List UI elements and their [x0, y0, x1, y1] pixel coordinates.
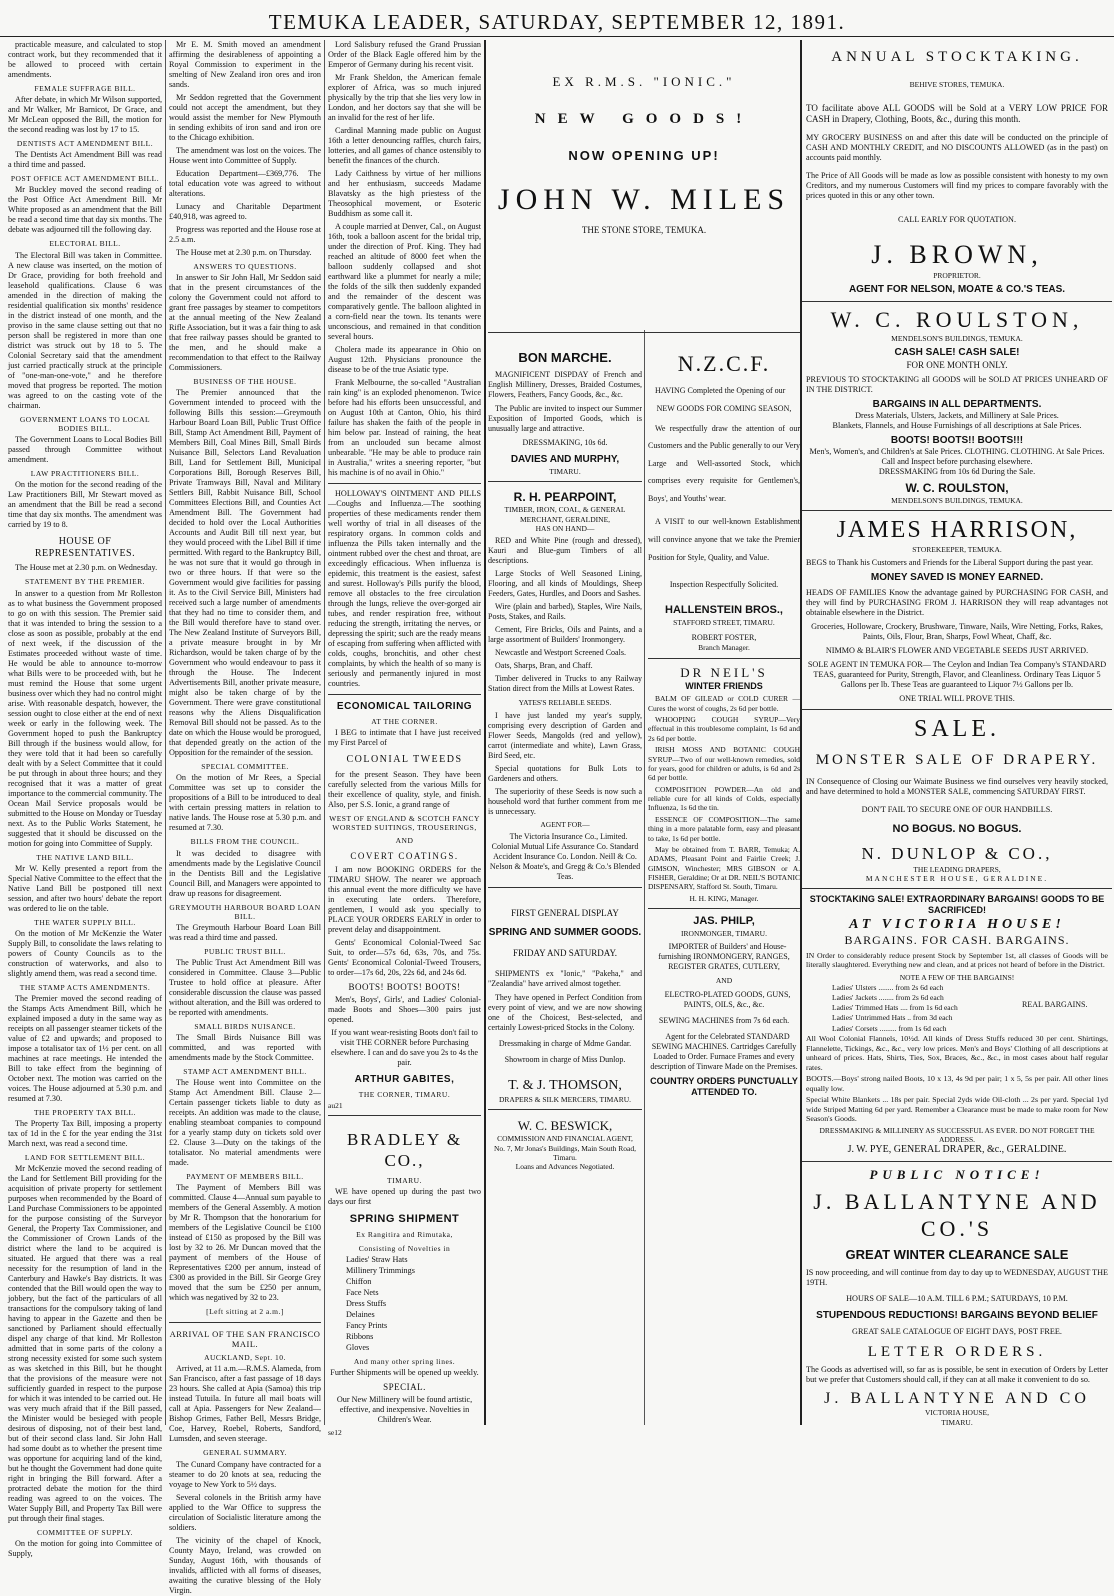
article-text: Mr E. M. Smith moved an amendment affirming the desirableness of appointing a Royal Commission to experiment in the smelting of New Zealand iron ores and iron sands. [169, 40, 321, 89]
advert-title: ANNUAL STOCKTAKING. [831, 49, 1083, 65]
advert-text: IS now proceeding, and will continue from day to day up to WEDNESDAY, AUGUST THE 19TH. [806, 1268, 1108, 1288]
divider [169, 1322, 321, 1323]
advert-address: VICTORIA HOUSE, [924, 1408, 990, 1418]
advert-text: Special White Blankets ... 18s per pair. Special 2yds wide Oil-cloth ... 2s per yard. Special 1yd wide Striped Matting 6d per yard. Remember a Clearance must be made to make room for New Season's Goods. [806, 1095, 1108, 1124]
ref-code: au21 [328, 1101, 343, 1111]
section-heading: BUSINESS OF THE HOUSE. [193, 377, 297, 387]
advert-heading: MONEY SAVED IS MONEY EARNED. [870, 572, 1044, 584]
advert-text: WHOOPING COUGH SYRUP—Very effectual in this troublesome complaint, 1s 6d and 2s 6d per bottle. [648, 715, 800, 743]
advert-text: DRESSMAKING & MILLINERY AS SUCCESSFUL AS EVER. DO NOT FORGET THE ADDRESS. [819, 1125, 1095, 1144]
advert-subtitle: THE LEADING DRAPERS, [913, 864, 1001, 874]
article-text: Progress was reported and the House rose at 2.5 a.m. [169, 225, 321, 244]
advert-text: IN Order to considerably reduce present Stock by September 1st, all classes of Goods will be literally slaughtered. Everything new and clean, and at prices not heard of before in the District. [806, 950, 1108, 970]
advert-heading: FIRST GENERAL DISPLAY [511, 908, 619, 918]
advert-title: J. BROWN, [871, 240, 1043, 270]
advert-title: N.Z.C.F. [677, 351, 771, 376]
advert-text: IMPORTER of Builders' and House-furnishing IRONMONGERY, RANGES, REGISTER GRATES, CUTLERY, [658, 942, 790, 972]
article-text: A couple married at Denver, Cal., on August 16th, took a balloon ascent for the bridal trip, under the direction of Prof. King. They had reached an altitude of 8000 feet when the balloon suddenly collapsed and shot earthward like a plummet for nearly a mile; the folds of the silk then suddenly expanded and the remainder of the descent was comparatively gentle. The balloon alighted in a corn-field near the town. Its tenants were unconscious, and remained in that condition several hours. [328, 222, 481, 341]
stock-list [328, 1255, 481, 1353]
advert-signature: J. BALLANTYNE AND CO [824, 1389, 1090, 1407]
news-column-1 [8, 40, 162, 1559]
advert-heading: COUNTRY ORDERS PUNCTUALLY ATTENDED TO. [650, 1075, 798, 1097]
section-heading: PUBLIC TRUST BILL. [204, 946, 286, 956]
article-text: The Payment of Members Bill was committed. Clause 4—Annual sum payable to members of the General Assembly. A motion by Mr R. Thompson that the honorarium for members of the Legislative Council be £100 instead of £150 as proposed by the Bill was lost by 32 to 26. Mr Duncan moved that the payment of members of the House of Representatives £200 per annum, instead of £300 as provided in the Bill. Sir George Grey moved that the sum be £250 per annum, which was negatived by 32 to 23. [169, 1183, 321, 1303]
advert-title: W. C. ROULSTON, [830, 307, 1084, 333]
advert-text: Oats, Sharps, Bran, and Chaff. [495, 661, 593, 671]
advert-signature: HALLENSTEIN BROS., [665, 604, 783, 617]
section-heading: SPECIAL COMMITTEE. [201, 762, 289, 772]
advert-text: And many other spring lines. [353, 1356, 456, 1366]
list-item: Gloves [346, 1342, 370, 1352]
advert-text: Newcastle and Westport Screened Coals. [495, 648, 626, 658]
advert-column-5 [802, 40, 1112, 1425]
article-text: It was decided to disagree with amendments made by the Legislative Council in the Dentists Bill and the Legislative Council Bill, and Managers were appointed to draw up reasons for disagreement. [169, 848, 321, 898]
section-heading: THE WATER SUPPLY BILL. [34, 917, 136, 927]
advert-heading: NO BOGUS. NO BOGUS. [892, 822, 1022, 835]
article-text: Mr W. Kelly presented a report from the Special Native Committee to the effect that the Native Land Bill be postponed till next session, and after two hours' debate the report was ordered to lie on the table. [8, 863, 162, 913]
advert-text: Wire (plain and barbed), Staples, Wire Nails, Posts, Stakes, and Rails. [488, 602, 642, 622]
article-text: Mr Buckley moved the second reading of the Post Office Act Amendment Bill. Mr White proposed as an amendment that the Bill be read a second time that day six months. The debate was adjourned till the following day. [8, 185, 162, 235]
divider [648, 658, 800, 659]
advert-text: BEGS to Thank his Customers and Friends for the Liberal Support during the past year. [806, 558, 1094, 568]
advert-text: Inspection Respectfully Solicited. [669, 580, 779, 590]
advert-address: MANCHESTER HOUSE, GERALDINE. [865, 874, 1049, 884]
divider [802, 1161, 1112, 1162]
advert-text: SHIPMENTS ex "Ionic," "Pakeha," and "Zealandia" have arrived almost together. [488, 969, 642, 988]
article-text: The House met at 2.30 p.m. on Thursday. [176, 248, 312, 257]
article-text: On the motion of Mr Rees, a Special Committee was set up to consider the propositions of a Bill to be introduced to deal with certain pressing matters in relation to native lands. The House rose at 5.30 p.m. and resumed at 7.30. [169, 773, 321, 833]
advert-text: REAL BARGAINS. [1022, 1000, 1088, 1010]
advert-text: IN Consequence of Closing our Waimate Business we find ourselves very heavily stocked, and have determined to hold a MONSTER SALE, commencing SATURDAY FIRST. [806, 776, 1108, 796]
advert-text: IRISH MOSS AND BOTANIC COUGH SYRUP—Two of our well-known remedies, sold for years, good for children or adults, is 6d and 2s 6d per bottle. [648, 745, 800, 783]
advert-subtitle: PROPRIETOR. [933, 271, 981, 281]
section-heading: GREYMOUTH HARBOUR BOARD LOAN BILL. [169, 902, 321, 921]
advert-heading: MONSTER SALE OF DRAPERY. [815, 751, 1099, 768]
list-item: Ladies' Straw Hats [346, 1254, 408, 1264]
advert-signature: T. & J. THOMSON, [508, 1078, 622, 1093]
advert-heading: FRIDAY AND SATURDAY. [512, 947, 618, 958]
list-item: Dress Stuffs [346, 1298, 387, 1308]
advert-heading: STOCKTAKING SALE! EXTRAORDINARY BARGAINS! GOODS TO BE SACRIFICED! [809, 894, 1105, 916]
column-rule [324, 40, 325, 1425]
advert-heading: WEST OF ENGLAND & SCOTCH FANCY WORSTED SUITINGS, TROUSERINGS, [329, 813, 480, 832]
advert-subtitle: HAS ON HAND— [535, 523, 595, 533]
advert-title: DR NEIL'S [680, 664, 768, 680]
advert-address: THE CORNER, TIMARU. [358, 1090, 451, 1100]
list-item: Ladies' Corsets ......... from 1s 6d each [832, 1023, 947, 1033]
advert-title: JOHN W. MILES [497, 183, 791, 217]
news-column-2 [169, 40, 321, 1595]
section-heading: COMMITTEE OF SUPPLY. [36, 1528, 133, 1538]
article-text: Education Department—£369,776. The total education vote was agreed to without alterations. [169, 169, 321, 198]
ref-code: se12 [328, 1427, 342, 1437]
masthead-title: TEMUKA LEADER, SATURDAY, SEPTEMBER 12, 1891. [268, 10, 846, 34]
advert-text: TO facilitate above ALL GOODS will be Sold at a VERY LOW PRICE FOR CASH in Drapery, Clothing, Boots, &c., during this month. [806, 103, 1108, 125]
section-heading: ANSWERS TO QUESTIONS. [193, 262, 297, 271]
advert-address: DRAPERS & SILK MERCERS, TIMARU. [499, 1094, 631, 1104]
section-heading: POST OFFICE ACT AMENDMENT BILL. [10, 174, 160, 184]
article-text: Lunacy and Charitable Department £40,918, was agreed to. [169, 202, 321, 221]
article-text: After debate, in which Mr Wilson supported, and Mr Walker, Mr Barnicot, Dr Grace, and Mr McLean opposed the Bill, the motion for the second reading was lost by 17 to 15. [8, 95, 162, 135]
advert-subtitle: WINTER FRIENDS [685, 681, 763, 691]
advert-text: The superiority of these Seeds is now such a household word that further comment from me is unnecessary. [488, 786, 642, 816]
section-heading: STATEMENT BY THE PREMIER. [24, 577, 146, 587]
section-heading: ELECTORAL BILL. [49, 239, 121, 249]
article-text: The Greymouth Harbour Board Loan Bill was read a third time and passed. [169, 922, 321, 942]
advert-text: I have just landed my year's supply, comprising every description of Garden and Flower Seeds, Mangolds (red and yellow), carrot (intermediate and white), Lawn Grass, Bird Seed, etc. [488, 710, 642, 760]
article-text: The Government Loans to Local Bodies Bill passed through Committee without amendment. [8, 434, 162, 464]
section-heading: THE STAMP ACTS AMENDMENTS. [19, 982, 151, 992]
divider [328, 694, 481, 695]
advert-heading: STUPENDOUS REDUCTIONS! BARGAINS BEYOND BELIEF [816, 1310, 1098, 1322]
advert-text: for the present Season. They have been carefully selected from the various Mills for their excellence of quality, style, and finish. Also, per S.S. Ionic, a grand range of [328, 769, 481, 809]
advert-text: MAGNIFICENT DISPDAY of French and English Millinery, Dresses, Braided Costumes, Flowers, Feathers, Fancy Goods, &c., &c. [488, 370, 642, 400]
advert-text: The Goods as advertised will, so far as is possible, be sent in execution of Orders by Letter but we prefer that Customers should call, if they can at all make it convenient to do so. [806, 1364, 1108, 1384]
advert-text: The Victoria Insurance Co., Limited. Colonial Mutual Life Assurance Co. Standard Accident Insurance Co. London. Neill & Co. Nelson & Moate's, and Gregg & Co.'s Blended Teas. [489, 832, 641, 881]
list-item: Fancy Prints [346, 1320, 388, 1330]
advert-text: Men's, Boys', Girls', and Ladies' Colonial-made Boots and Shoes—300 pairs just opened. [328, 994, 481, 1024]
advert-heading: BOOTS! BOOTS! BOOTS! [348, 981, 461, 992]
advert-heading: COVERT COATINGS. [350, 850, 459, 861]
advert-text: Ex Rangitira and Rimutaka, [356, 1230, 453, 1240]
divider [488, 481, 642, 482]
advert-title: ECONOMICAL TAILORING [336, 701, 473, 712]
article-text: The House went into Committee on the Stamp Act Amendment Bill. Clause 2—Certain passenger tickets liable to duty as receipts. An addition was made to the clause, enabling steamboat companies to compound for a yearly stamp duty on tickets sold over £2. Clause 3—Duty on the takings of the totalisator. No material amendments were made. [169, 1078, 321, 1168]
section-heading: GOVERNMENT LOANS TO LOCAL BODIES BILL. [19, 414, 151, 433]
advert-text: Dress Materials, Ulsters, Jackets, and Millinery at Sale Prices. [855, 410, 1059, 420]
advert-line: EX R.M.S. "IONIC." [552, 74, 736, 89]
advert-subcolumn-right [648, 336, 800, 1426]
advert-text: Showroom in charge of Miss Dunlop. [504, 1055, 626, 1064]
article-text: On the motion for going into Committee of Supply, [8, 1539, 162, 1559]
advert-text: Men's, Women's, and Children's at Sale Prices. CLOTHING. CLOTHING. At Sale Prices. Call and Inspect before purchasing elsewhere. [809, 446, 1105, 466]
article-text: Lady Caithness by virtue of her millions and her enthusiasm, succeeds Madame Blavatsky as the high priestess of the Theosophical movement, or Esoteric Buddhism as some call it. [328, 169, 481, 218]
article-text: Lord Salisbury refused the Grand Prussian Order of the Black Eagle offered him by the Emperor of Germany during his recent visit. [328, 40, 481, 69]
advert-text: I am now BOOKING ORDERS for the TIMARU SHOW. The nearer we approach this annual event the more difficulty we have in executing late orders. Therefore, gentlemen, I would ask you specially to PLACE YOUR ORDERS EARLY in order to prevent delay and disappointment. [328, 864, 481, 934]
advert-text: BALM OF GILEAD or COLD CURER —Cures the worst of coughs, 2s 6d per bottle. [648, 694, 800, 713]
divider [802, 888, 1112, 889]
section-heading: PAYMENT OF MEMBERS BILL. [186, 1172, 304, 1182]
advert-heading: AND [395, 835, 414, 845]
advert-signature: W. C. ROULSTON, [905, 480, 1009, 495]
advert-subtitle: BEHIVE STORES, TEMUKA. [909, 80, 1005, 90]
column-rule [484, 40, 486, 1425]
advert-text: AND [715, 976, 733, 986]
advert-title: JAS. PHILP, [693, 915, 755, 928]
article-text: Cholera made its appearance in Ohio on August 12th. Physicians pronounce the disease to be of the true Asiatic type. [328, 345, 481, 374]
section-heading: BILLS FROM THE COUNCIL. [190, 837, 300, 847]
sitting-note: [Left sitting at 2 a.m.] [206, 1307, 284, 1317]
advert-text: Consisting of Novelties in [358, 1243, 451, 1253]
list-item: Face Nets [346, 1287, 379, 1297]
dateline: AUCKLAND, Sept. 10. [204, 1353, 286, 1363]
advert-text: HEADS OF FAMILIES Know the advantage gained by PURCHASING FOR CASH, and they will find by PURCHASING FROM J. HARRISON they will reap advantages not obtainable elsewhere in the District. [806, 588, 1108, 618]
advert-subtitle: AT THE CORNER. [371, 717, 438, 727]
advert-subtitle: STOREKEEPER, TEMUKA. [912, 544, 1002, 554]
advert-text: A VISIT to our well-known Establishment will convince anyone that we take the Premier Position for Style, Quality, and Value. [648, 517, 800, 562]
advert-heading: NOTE A FEW OF THE BARGAINS! [899, 972, 1015, 982]
advert-address: MENDELSON'S BUILDINGS, TEMUKA. [891, 334, 1023, 344]
section-heading: LAW PRACTITIONERS BILL. [30, 468, 140, 478]
advert-miles [488, 40, 800, 330]
advert-text: SEWING MACHINES from 7s 6d each. [658, 1015, 790, 1025]
advert-subtitle: Branch Manager. [698, 643, 750, 653]
article-text: The Cunard Company have contracted for a steamer to do 20 knots at sea, reducing the voyage to New York to 5½ days. [169, 1459, 321, 1489]
advert-text: CALL EARLY FOR QUOTATION. [898, 215, 1016, 225]
advert-text: Loans and Advances Negotiated. [515, 1162, 615, 1172]
advert-town: TIMARU. [387, 1175, 422, 1185]
section-heading: THE NATIVE LAND BILL. [36, 852, 134, 862]
section-heading: GENERAL SUMMARY. [203, 1448, 287, 1458]
advert-text: ESSENCE OF COMPOSITION—The same thing in a more palatable form, easy and pleasant to take, 1s 6d per bottle. [648, 814, 800, 843]
advert-address: No. 7, Mr Jonas's Buildings, Main South Road, Timaru. [494, 1143, 636, 1162]
article-text: In answer to Sir John Hall, Mr Seddon said that in the present circumstances of the colony the Government could not afford to grant free passages by steamer to competitors at the annual meeting of the New Zealand Rifle Association, but it was a fair thing to ask that free railway passes should be granted to the men, and he should make a recommendation to that effect to the Railway Commissioners. [169, 273, 321, 373]
advert-text: COMPOSITION POWDER—An old and reliable cure for all kinds of Colds, especially Influenza, 1s 6d the tin. [648, 784, 800, 813]
advert-text: NIMMO & BLAIR'S FLOWER AND VEGETABLE SEEDS JUST ARRIVED. [825, 646, 1089, 656]
section-heading: SMALL BIRDS NUISANCE. [194, 1021, 296, 1031]
advert-signature: ROBERT FOSTER, [691, 633, 757, 643]
advert-text: PREVIOUS TO STOCKTAKING all GOODS will be SOLD AT PRICES UNHEARD OF IN THE DISTRICT. [806, 374, 1108, 394]
article-text: On the motion for the second reading of the Law Practitioners Bill, Mr Stewart moved as an amendment that the Bill be read a second time that day six months. The amendment was carried by 19 to 8. [8, 479, 162, 529]
advert-title: AT VICTORIA HOUSE! [849, 917, 1065, 933]
advert-text: Large Stocks of Well Seasoned Lining, Flooring, and all kinds of Mouldings, Sheep Feeders, Gates, Hurdles, and Doors and Sashes. [488, 569, 642, 599]
advert-heading: LETTER ORDERS. [867, 1343, 1047, 1360]
advert-text: RED and White Pine (rough and dressed), Kauri and Blue-gum Timbers of all descriptions. [488, 536, 642, 566]
section-heading: DENTISTS ACT AMENDMENT BILL. [16, 139, 154, 149]
divider [488, 887, 642, 888]
bargain-block [802, 982, 1112, 1032]
divider [328, 1115, 481, 1116]
advert-title: SALE. [914, 716, 1000, 743]
article-text: Mr Frank Sheldon, the American female explorer of Africa, was so much injured physically by the trip that she lies very low in London, and her doctors say that she will be an invalid for the rest of her life. [328, 73, 481, 122]
article-text: The Property Tax Bill, imposing a property tax of 1d in the £ for the year ending the 31st March next, was read a second time. [8, 1119, 162, 1149]
advert-heading: GREAT WINTER CLEARANCE SALE [845, 1246, 1069, 1262]
article-text: practicable measure, and calculated to stop contract work, but they recommended that it be allowed to proceed with certain amendments. [8, 40, 162, 79]
article-text: Mr McKenzie moved the second reading of the Land for Settlement Bill providing for the acquisition of private property for settlement purposes when recommended by the Board of Land Purchase Commissioners to be appointed for the purpose consisting of the Surveyor General, the Property Tax Commissioner, and the Commissioner of Crown Lands of the district where the land to be acquired is situated. He argued that there was a real necessity for the resumption of land in the Canterbury and Hawke's Bay districts. It was contended that the Bill would open the way to jobbery, but the fact of the particulars of all transactions for the compulsory taking of land having to appear in the Gazette and then be sanctioned by Parliament should effectually dispel any charge of that kind. Mr Rolleston admitted that in some parts of the colony a strong necessity existed for some such system as was sketched in this Bill, but he thought that the provisions of the measure were not sufficiently guarded in respect to the purpose for which it was intended to be carried out. He was very much afraid that if the Bill passed, the Minister would be besieged with people desirous of disposing, not of their best land, but of their second class land. Sir John Hall had some doubt as to whether the present time was opportune for acquiring land of the kind, but he thought the Government had done quite right in bringing the Bill forward. After a protracted debate the motion for the third reading was agreed to on the voices. The Water Supply Bill, and Property Tax Bill were put through their final stages. [8, 1164, 162, 1524]
article-text: The House met at 2.30 p.m. on Wednesday. [15, 563, 158, 573]
advert-heading: BOOTS! BOOTS!! BOOTS!!! [890, 434, 1024, 446]
divider [648, 908, 800, 909]
advert-text: DON'T FAIL TO SECURE ONE OF OUR HANDBILLS. [861, 804, 1053, 814]
advert-text: Agent for the Celebrated STANDARD SEWING MACHINES. Cartridges Carefully Loaded to Order. Furnace Frames and every description of Tinware Made on the Premises. [650, 1031, 798, 1071]
advert-text: Groceries, Holloware, Crockery, Brushware, Tinware, Nails, Wire Netting, Forks, Rakes, Paints, Oils, Flour, Bran, Sharps, Fowl Wheat, Chaff, &c. [811, 622, 1103, 642]
advert-town: TIMARU. [941, 1417, 973, 1427]
advert-town: TIMARU. [549, 466, 581, 476]
advert-text: Gents' Economical Colonial-Tweed Sac Suit, to order—57s 6d, 63s, 70s, and 75s. Gents' Economical Colonial-Tweed Trousers, to order—17s 6d, 20s, 22s 6d, and 24s 6d. [328, 937, 481, 977]
advert-heading: YATES'S RELIABLE SEEDS. [518, 698, 612, 708]
advert-text: Further Shipments will be opened up weekly. [330, 1367, 479, 1377]
article-text: The amendment was lost on the voices. The House went into Committee of Supply. [169, 146, 321, 165]
list-item: Ribbons [346, 1331, 374, 1341]
article-text: The Electoral Bill was taken in Committee. A new clause was inserted, on the motion of Dr Grace, providing for both freehold and leasehold qualifications. Clause 6 was amended in the direction of making the residential qualification six months' residence in the district instead of one month, and the proviso in the same clause setting out that no person shall be registered in more than one district was struck out by 18 to 5. The Colonial Secretary said that the amendment just carried practically struck at the principle of "one-man-one-vote," and he therefore moved that progress be reported. The motion was agreed to on the casting vote of the chairman. [8, 250, 162, 410]
advert-text: BOOTS.—Boys' strong nailed Boots, 10 x 13, 4s 9d per pair; 1 x 5, 5s per pair. All other lines equally low. [806, 1074, 1108, 1093]
advert-heading: SPRING SHIPMENT [349, 1212, 460, 1225]
advert-heading: PUBLIC NOTICE! [869, 1167, 1045, 1183]
advert-heading: COLONIAL TWEEDS [346, 754, 463, 766]
article-text: Frank Melbourne, the so-called "Australian rain king" is an exploded phenomenon. Twice before had his efforts been unsuccessful, and on August 10th at Canton, Ohio, his third failure has shaken the faith of the people in him below par. Instead of raining, the heat from an unclouded sun became almost unbearable. "He may be able to produce rain in Australia," writes a sneering reporter, "but his machine is of no avail in Ohio." [328, 378, 481, 477]
advert-text: All Wool Colonial Flannels, 10½d. All kinds of Dress Stuffs reduced 30 per cent. Shirtings, Flannelette, Tickings, &c., &c., very low prices. Men's and Boys' Clothing of all descriptions at unheard of prices. Hats, Shirts, Ties, Sox, Braces, &c., &c., in most cases about half regular rates. [806, 1034, 1108, 1072]
list-item: Chiffon [346, 1276, 372, 1286]
advert-subtitle: FOR ONE MONTH ONLY. [906, 359, 1008, 370]
advert-text: Blankets, Flannels, and House Furnishings of all descriptions at Sale Prices. [832, 420, 1082, 430]
advert-text: If you want wear-resisting Boots don't fail to visit THE CORNER before Purchasing elsewhere. I can and do save you 2s to 4s the pair. [330, 1027, 479, 1067]
article-text: The Premier moved the second reading of the Stamps Acts Amendment Bill, which he explained imposed a duty in the same way as receipts on all passenger steamer tickets of the value of £2 and upwards; and proposed to impose a totalisator tax of 1½ per cent. on all machines at race meetings. He intended the Bill to take effect from the beginning of October next. The motion was carried on the voices. The House adjourned at 5.30 p.m. and resumed at 7.30. [8, 993, 162, 1103]
divider [328, 483, 481, 484]
article-text: The Premier announced that the Government intended to proceed with the following Bills this session:—Greymouth Harbour Board Loan Bill, Public Trust Office Bill, Stamp Act Amendment Bill, Payment of Members Bill, Coal Mines Bill, Small Birds Nuisance Bill, Selectors Land Revaluation Bill, Land for Settlement Bill, Municipal Corporations Bill, Borough Reserves Bill, Private Tramways Bill, Naval and Military Settlers Bill, Rabbit Nuisance Bill, School Committees Elections Bill, and Counties Act Amendment Bill. The Government had decided to hold over the Local Authorities Accounts and Audit Bill till next year, but they would proceed with the Libel Bill if time permitted. With regard to the Bankruptcy Bill, he was not sure that it would go through in two or three hours. If that were so the Government would give facilities for passing it. As to the Civil Service Bill, Ministers had received such a large number of amendments that they had no time to consider them, and the Bill would therefore have to stand over. The New Zealand Institute of Surveyors Bill, a private measure brought in by Mr Richardson, would be taken charge of by the Government who would endeavour to pass it through the House. The Indecent Advertisements Bill, another private measure, might also be taken charge of by the Government. There were grave constitutional reasons why the Aliens Disqualification Removal Bill should not be passed. As to the date on which the House would be prorogued, that depended greatly on the action of the Opposition for the remainder of the session. [169, 388, 321, 758]
divider [488, 332, 800, 333]
advert-line: NOW OPENING UP! [568, 148, 720, 164]
advert-title: W. C. BESWICK, [517, 1117, 613, 1133]
advert-address: STAFFORD STREET, TIMARU. [673, 618, 775, 627]
section-heading: ARRIVAL OF THE SAN FRANCISCO MAIL. [169, 1328, 321, 1349]
advert-title: J. BALLANTYNE AND CO.'S [813, 1188, 1101, 1241]
article-text: The Public Trust Act Amendment Bill was considered in Committee. Clause 3—Public Trustee to hold office at pleasure. After considerable discussion the clause was passed without alteration, and the Bill was ordered to be reported with amendments. [169, 957, 321, 1017]
advert-signature: DAVIES AND MURPHY, [510, 454, 620, 466]
article-text: In answer to a question from Mr Rolleston as to what business the Government proposed to go on with this session. The Premier said that it was intended to bring the session to a close as soon as possible, probably at the end of next week, if the discussion of the Estimates proceeded without waste of time. He would be able to announce to-morrow what Bills were to be proceeded with, but he must remind the House that some urgent business over which they had no control might arise. With reasonable despatch, however, the session ought to close either at the end of next week or early in the following week. The Government hoped to push the Bankruptcy Bill through if the business would allow, for they were told that it had been so carefully dealt with by a Select Committee that it could be put through in about three hours; and they recognised that it was a matter of great importance to the commercial community. The Ocean Mail Service proposals would be submitted to the House on Monday or Tuesday next. As to the Public Works Statement, he suggested that it should be discussed on the motion for going into Committee of Supply. [8, 588, 162, 848]
section-heading: LAND FOR SETTLEMENT BILL. [24, 1153, 146, 1163]
advert-signature: N. DUNLOP & CO., [861, 844, 1053, 864]
advert-text: The Public are invited to inspect our Summer Exposition of Imported Goods, which is unusually large and attractive. [488, 404, 642, 434]
list-item: Ladies' Jackets ........ from 2s 6d each [832, 993, 944, 1003]
masthead [0, 6, 1114, 37]
advert-title: BON MARCHE. [518, 350, 612, 365]
advert-holloway: HOLLOWAY'S OINTMENT AND PILLS—Coughs and Influenza.—The soothing properties of these medicaments render them well worthy of trial in all diseases of the respiratory organs. In common colds and influenza the Pills taken internally and the ointment rubbed over the chest and throat, are exceedingly efficacious. When influenza is epidemic, this treatment is the easiest, safest and surest. Holloway's Pills purify the blood, remove all obstacles to the free circulation through the lungs, relieve the over-gorged air tubes, and render respiration free, without reducing the strength, irritating the nerves, or depressing the spirit; such are the ready means of escaping from suffering when afflicted with colds, coughs, bronchitis, and other chest complaints, by which the health of so many is seriously and permanently injured in most countries. [328, 489, 481, 688]
list-item: Ladies' Ulsters ........ from 2s 6d each [832, 983, 944, 993]
advert-subtitle: IRONMONGER, TIMARU. [681, 928, 767, 938]
divider [488, 1109, 642, 1110]
advert-text: We respectfully draw the attention of our Customers and the Public generally to our Very Large and Well-assorted Stock, which comprises every requisite for Gentlemen's, Boys', and Youths' wear. [648, 423, 800, 503]
advert-subtitle: TIMBER, IRON, COAL, & GENERAL MERCHANT, GERALDINE, [504, 505, 626, 524]
article-text: Mr Seddon regretted that the Government could not accept the amendment, but they would assist the member for New Plymouth in sending exhibits of iron sand and iron ore to the Chicago exhibition. [169, 93, 321, 142]
advert-text: Our New Millinery will be found artistic, effective, and inexpensive. Novelties in Children's Wear. [336, 1394, 473, 1424]
list-item: Ladies' Trimmed Hats .... from 1s 6d each [832, 1003, 958, 1013]
advert-heading: AGENT FOR— [540, 819, 590, 829]
advert-heading: NEW GOODS FOR COMING SEASON, [656, 403, 792, 413]
advert-text: WE have opened up during the past two days our first [328, 1186, 481, 1206]
advert-address: THE STONE STORE, TEMUKA. [581, 224, 707, 235]
advert-heading: CASH SALE! CASH SALE! [894, 347, 1020, 359]
list-item: Delaines [346, 1309, 375, 1319]
advert-text: Cement, Fire Bricks, Oils and Paints, and a large assortment of Builders' Ironmongery. [488, 625, 642, 645]
advert-text: Special quotations for Bulk Lots to Gardeners and others. [488, 763, 642, 783]
advert-column-4 [488, 40, 800, 1425]
section-heading: THE PROPERTY TAX BILL. [33, 1107, 137, 1117]
advert-text: DRESSMAKING from 10s 6d During the Sale. [878, 466, 1036, 476]
advert-text: Dressmaking in charge of Mdme Gandar. [498, 1039, 632, 1048]
advert-text: HOURS OF SALE—10 A.M. TILL 6 P.M.; SATURDAYS, 10 P.M. [846, 1294, 1068, 1304]
advert-line: NEW GOODS! [534, 110, 754, 127]
article-text: Arrived, at 11 a.m.—R.M.S. Alameda, from San Francisco, after a fast passage of 18 days 23 hours. She called at Apia (Samoa) this trip instead Tutuila. In future all mail boats will call at Apia. Passengers for New Zealand—Bishop Grimes, Father Bell, Messrs Bridge, Coe, Harvey, Roebel, Roberts, Sandford, Lumsden, and seven steerage. [169, 1364, 321, 1444]
section-heading: HOUSE OF REPRESENTATIVES. [34, 535, 136, 560]
advert-title: JAMES HARRISON, [836, 516, 1078, 543]
advert-heading: AGENT FOR NELSON, MOATE & CO.'S TEAS. [848, 284, 1066, 296]
advert-text: HAVING Completed the Opening of our [655, 385, 786, 395]
list-item: Millinery Trimmings [346, 1265, 415, 1275]
advert-text: DRESSMAKING, 10s 6d. [522, 438, 608, 448]
advert-subtitle: COMMISSION AND FINANCIAL AGENT, [497, 1134, 633, 1144]
advert-title: R. H. PEARPOINT, [513, 490, 617, 505]
advert-address: MENDELSON'S BUILDINGS, TEMUKA. [891, 495, 1023, 505]
advert-heading: SPECIAL. [383, 1381, 426, 1392]
divider [802, 709, 1112, 710]
advert-text: GREAT SALE CATALOGUE OF EIGHT DAYS, POST FREE. [852, 1326, 1062, 1336]
advert-signature: H. H. KING, Manager. [689, 893, 759, 903]
bargain-list [832, 982, 958, 1034]
column-rule [165, 40, 166, 1425]
article-text: The Dentists Act Amendment Bill was read a third time and passed. [8, 150, 162, 170]
section-heading: STAMP ACT AMENDMENT BILL. [183, 1067, 307, 1077]
divider [802, 301, 1112, 302]
advert-heading: BARGAINS IN ALL DEPARTMENTS. [872, 398, 1042, 410]
advert-signature: ARTHUR GABITES, [354, 1073, 455, 1085]
advert-text: They have opened in Perfect Condition from every point of view, and we are now showing one of the Choicest, Best-selected, and certainly Lowest-priced Stocks in the Colony. [488, 993, 642, 1032]
advert-text: Timber delivered in Trucks to any Railway Station direct from the Mills at Lowest Rates. [488, 674, 642, 694]
advert-heading: BARGAINS. FOR CASH. BARGAINS. [844, 933, 1070, 948]
advert-title: SPRING AND SUMMER GOODS. [488, 927, 642, 939]
advert-text: MY GROCERY BUSINESS on and after this date will be conducted on the principle of CASH AND MONTHLY CREDIT, and NO DISCOUNTS ALLOWED (as in the past) on accounts paid monthly. [806, 133, 1108, 163]
advert-text: SOLE AGENT IN TEMUKA FOR— The Ceylon and Indian Tea Company's STANDARD TEAS, guaranteed for Purity, Strength, Flavor, and Cleanliness. Ordinary Teas Liquor 5 Gallons per lb. These Teas are guaranteed to Liquor 7½ Gallons per lb. [807, 660, 1107, 690]
article-text: Several colonels in the British army have applied to the War Office to suppress the circulation of Socialistic literature among the soldiers. [169, 1492, 321, 1532]
section-heading: FEMALE SUFFRAGE BILL. [34, 84, 136, 93]
news-column-3 [328, 40, 481, 1437]
article-text: Cardinal Manning made public on August 16th a letter denouncing raffles, church fairs, lotteries, and all games of chance ostensibly to benefit the finances of the church. [328, 126, 481, 165]
advert-text: ONE TRIAL WILL PROVE THIS. [899, 694, 1015, 704]
advert-title: BRADLEY & CO., [346, 1130, 463, 1171]
article-text: The vicinity of the chapel of Knock, County Mayo, Ireland, was crowded on Sunday, August 16th, with thousands of invalids, afflicted with all forms of diseases, awaiting the curative blessing of the Holy Virgin. [169, 1535, 321, 1595]
advert-text: I BEG to intimate that I have just received my First Parcel of [328, 728, 481, 748]
advert-signature: J. W. PYE, GENERAL DRAPER, &c., GERALDINE. [847, 1143, 1067, 1155]
advert-text: May be obtained from T. BARR, Temuka; A. ADAMS, Pleasant Point and Fairlie Creek; J. GIMSON, Winchester; MRS GIBSON or A. FISHER, Geraldine; Or at DR. NEIL'S BOTANIC DISPENSARY, Stafford St. South, Timaru. [648, 844, 800, 892]
list-item: Ladies' Untrimmed Hats .. from 3d each [832, 1013, 953, 1023]
advert-text: The Price of All Goods will be made as low as possible consistent with honesty to my own Creditors, and my numerous Customers will find my prices to compare favorably with the prices quoted in this or any other town. [806, 171, 1108, 201]
advert-text: ELECTRO-PLATED GOODS, GUNS, PAINTS, OILS, &c., &c. [664, 989, 791, 1009]
divider [802, 510, 1112, 511]
advert-subcolumn-left [488, 336, 642, 1426]
article-text: On the motion of Mr McKenzie the Water Supply Bill, to consolidate the laws relating to powers of County Councils as to the construction of waterworks, and also to slightly amend them, was read a second time. [8, 928, 162, 978]
article-text: The Small Birds Nuisance Bill was committed, and was reported with amendments made by the Stock Committee. [169, 1033, 321, 1063]
